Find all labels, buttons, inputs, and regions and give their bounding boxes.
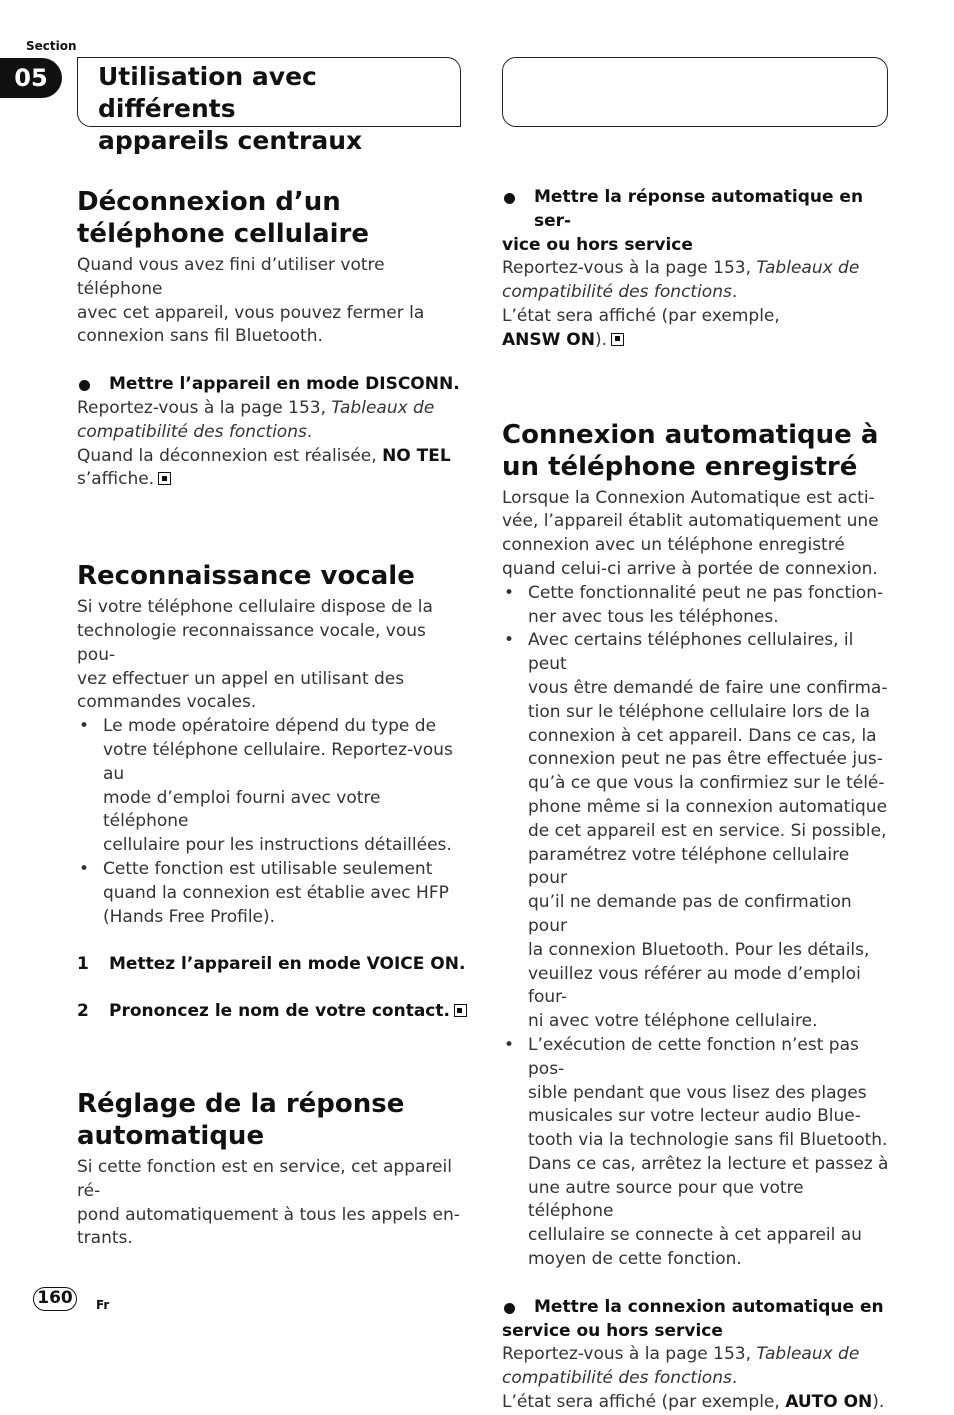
section-label: Section: [26, 39, 77, 53]
bullet-dot-icon: [504, 1303, 515, 1314]
paragraph-reconnaissance: Si votre téléphone cellulaire dispose de la technologie reconnaissance vocale, vous pou- vez effectuer un appel en utilisant des commandes vocales.: [77, 597, 433, 713]
right-column: [502, 186, 892, 1415]
end-mark-icon: [454, 1004, 467, 1017]
list-item: • L’exécution de cette fonction n’est pas pos- sible pendant que vous lisez des plages musicales sur votre lecteur audio Blue- tooth via la technologie sans fil Bluetooth. Dans ce cas, arrêtez la lecture et passez à une autre source pour que votre téléphone cellulaire se connecte à cet appareil au moyen de cette fonction.: [504, 1034, 889, 1270]
step-2: 2 Prononcez le nom de votre contact.: [77, 1000, 467, 1024]
reference-text: Reportez-vous à la page 153, Tableaux de compatibilité des fonctions.: [502, 258, 860, 303]
instruction-answer-auto-cont: vice ou hors service: [502, 234, 693, 255]
bullet-dot-icon: [504, 193, 515, 204]
auto-state-text: L’état sera affiché (par exemple, AUTO ON).: [502, 1392, 885, 1413]
heading-connexion-auto: Connexion automatique à un téléphone enregistré: [502, 419, 879, 482]
disconnect-result-text: Quand la déconnexion est réalisée, NO TEL s’affiche.: [77, 445, 451, 490]
instruction-answer-auto: Mettre la réponse automatique en ser-: [502, 186, 892, 234]
instruction-auto-connect-cont: service ou hors service: [502, 1320, 723, 1341]
end-mark-icon: [611, 333, 624, 346]
list-item: • Le mode opératoire dépend du type de votre téléphone cellulaire. Reportez-vous au mode d’emploi fourni avec votre téléphone cellulaire pour les instructions détaillées.: [79, 716, 453, 856]
section-title: Utilisation avec différents appareils centraux: [98, 62, 363, 155]
paragraph-connexion-auto: Lorsque la Connexion Automatique est acti- vée, l’appareil établit automatiquement une connexion avec un téléphone enregistré quand celui-ci arrive à portée de connexion.: [502, 487, 879, 579]
list-item: • Cette fonctionnalité peut ne pas fonction- ner avec tous les téléphones.: [504, 582, 884, 627]
paragraph-deconnexion: Quand vous avez fini d’utiliser votre téléphone avec cet appareil, vous pouvez fermer la connexion sans fil Bluetooth.: [77, 255, 425, 347]
section-title-box: [77, 57, 461, 155]
bullet-dot-icon: [79, 380, 90, 391]
heading-deconnexion: Déconnexion d’un téléphone cellulaire: [77, 187, 369, 249]
left-column: [77, 186, 467, 1251]
heading-reconnaissance-vocale: Reconnaissance vocale: [77, 561, 415, 592]
section-number-badge: 05: [0, 58, 62, 98]
paragraph-reponse-auto: Si cette fonction est en service, cet appareil ré- pond automatiquement à tous les appels en- trants.: [77, 1156, 460, 1249]
language-label: Fr: [96, 1298, 110, 1312]
reference-text: Reportez-vous à la page 153, Tableaux de compatibilité des fonctions.: [77, 397, 435, 442]
answer-state-text: L’état sera affiché (par exemple, ANSW ON).: [502, 305, 780, 350]
reference-text: Reportez-vous à la page 153, Tableaux de compatibilité des fonctions.: [502, 1344, 860, 1389]
page-number: 160: [33, 1287, 77, 1311]
heading-reglage-reponse: Réglage de la réponse automatique: [77, 1088, 405, 1151]
list-item: • Avec certains téléphones cellulaires, il peut vous être demandé de faire une confirma- tion sur le téléphone cellulaire lors de la connexion à cet appareil. Dans ce cas, la connexion peut ne pas être effectuée jus- qu’à ce que vous la confirmiez sur le télé- phone même si la connexion automatique de cet appareil est en service. Si possible, paramétrez votre téléphone cellulaire pour qu’il ne demande pas de confirmation pour la connexion Bluetooth. Pour les détails, veuillez vous référer au mode d’emploi four- ni avec votre téléphone cellulaire.: [504, 630, 888, 1032]
bullet-list-voice: [77, 715, 467, 929]
empty-header-box: [502, 57, 888, 127]
instruction-disconn: Mettre l’appareil en mode DISCONN.: [77, 373, 467, 397]
end-mark-icon: [158, 472, 171, 485]
instruction-auto-connect: Mettre la connexion automatique en: [502, 1296, 892, 1320]
step-1: 1 Mettez l’appareil en mode VOICE ON.: [77, 954, 466, 975]
bullet-list-auto: [502, 582, 892, 1272]
list-item: • Cette fonction est utilisable seulement quand la connexion est établie avec HFP (Hands Free Profile).: [79, 858, 449, 927]
